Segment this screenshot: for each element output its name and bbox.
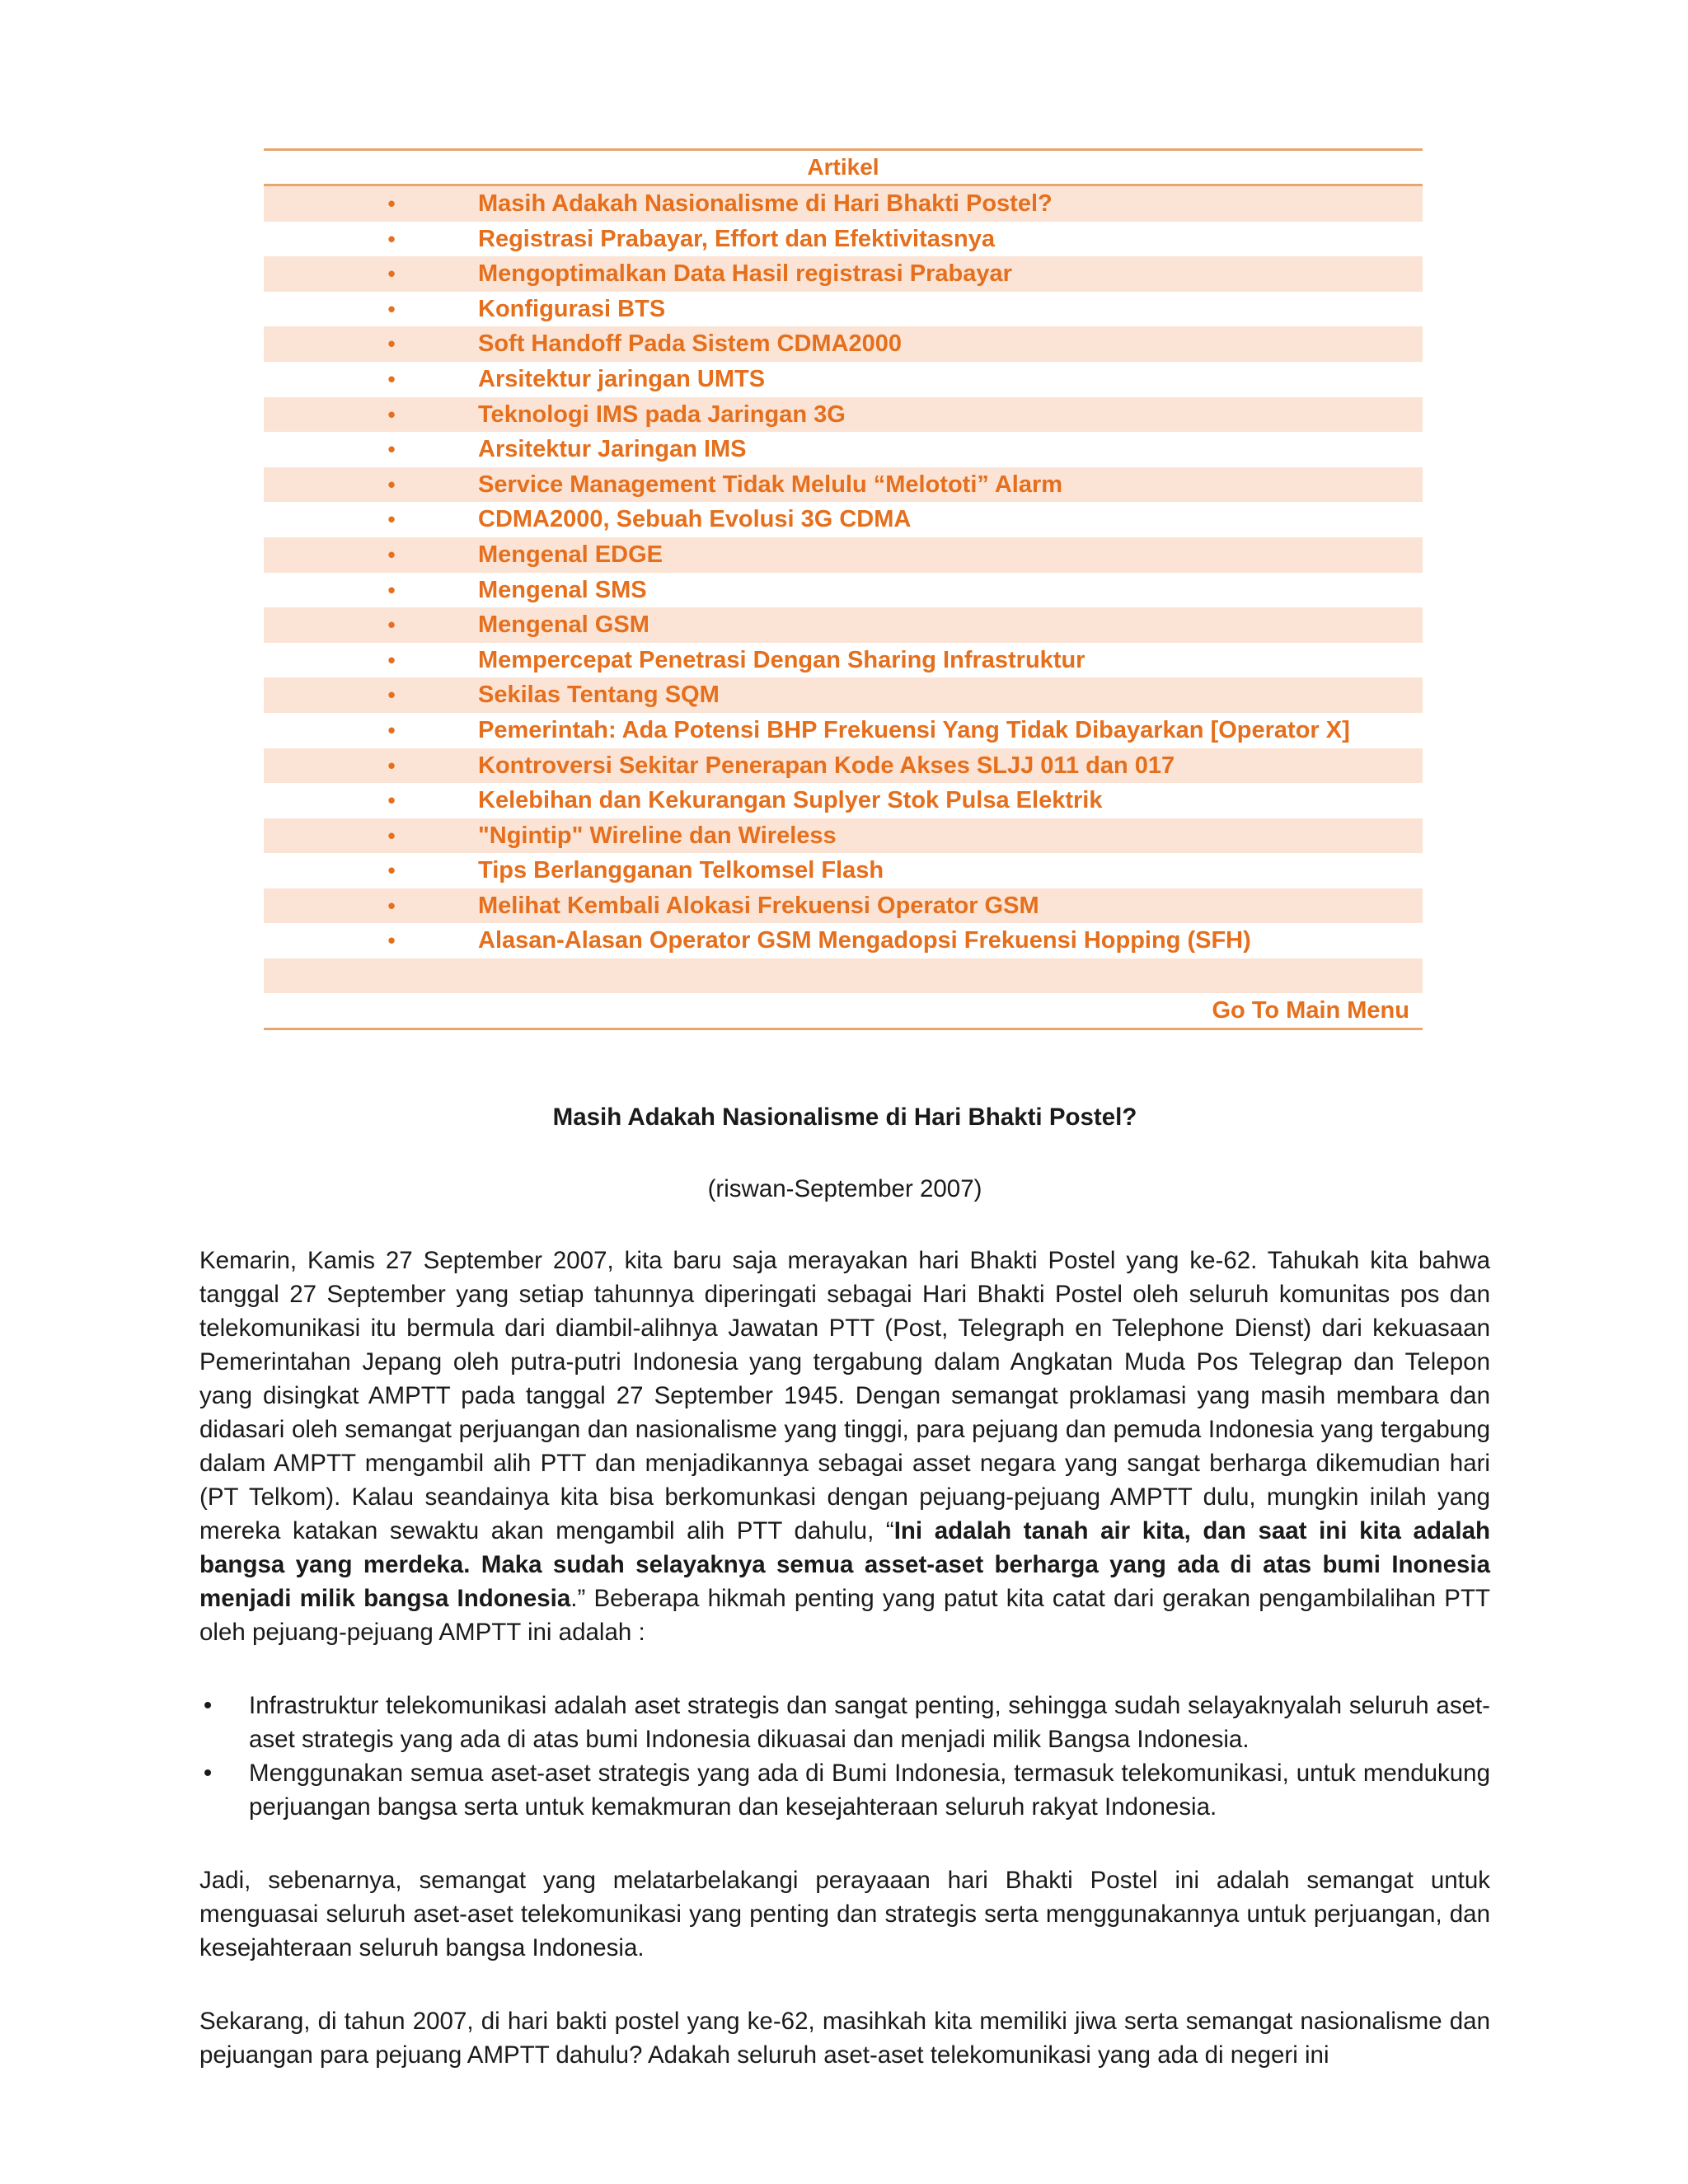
article-title: Masih Adakah Nasionalisme di Hari Bhakti Postel? <box>552 1104 1137 1131</box>
article-paragraph-3: Sekarang, di tahun 2007, di hari bakti postel yang ke-62, masihkah kita memiliki jiwa serta semangat nasionalisme dan pejuangan para pejuang AMPTT dahulu? Adakah seluruh aset-aset telekomunikasi yang ada di negeri ini <box>199 2008 1490 2069</box>
bullet-icon: • <box>387 541 396 567</box>
bullet-icon: • <box>387 226 396 251</box>
menu-item[interactable] <box>264 713 1423 748</box>
bullet-icon: • <box>203 1760 213 1787</box>
bullet-icon: • <box>387 191 396 216</box>
menu-item-link[interactable]: Soft Handoff Pada Sistem CDMA2000 <box>478 330 903 358</box>
menu-spacer-row <box>264 958 1423 993</box>
menu-item[interactable] <box>264 326 1423 362</box>
menu-item-link[interactable]: Tips Berlangganan Telkomsel Flash <box>478 857 884 884</box>
bullet-icon: • <box>387 296 396 321</box>
bullet-icon: • <box>387 682 396 708</box>
menu-item[interactable] <box>264 222 1423 257</box>
menu-item-link[interactable]: CDMA2000, Sebuah Evolusi 3G CDMA <box>478 506 912 533</box>
bullet-icon: • <box>387 261 396 287</box>
menu-item[interactable] <box>264 853 1423 888</box>
bold-quote: Ini adalah tanah air kita, dan saat ini kita adalah bangsa yang merdeka. Maka sudah selayaknya semua asset-aset berharga yang ada di atas bumi Inonesia menjadi milik bangsa Indonesia <box>199 1517 1490 1612</box>
bullet-icon: • <box>387 893 396 918</box>
bullet-icon: • <box>387 928 396 954</box>
bullet-item <box>199 1689 1490 1756</box>
bullet-icon: • <box>387 788 396 813</box>
menu-item[interactable] <box>264 432 1423 467</box>
menu-header: Artikel <box>264 151 1423 186</box>
menu-item-link[interactable]: Alasan-Alasan Operator GSM Mengadopsi Frekuensi Hopping (SFH) <box>478 927 1251 954</box>
bullet-icon: • <box>387 366 396 391</box>
menu-item[interactable] <box>264 256 1423 292</box>
menu-item-link[interactable]: Teknologi IMS pada Jaringan 3G <box>478 401 846 428</box>
bullet-icon: • <box>387 858 396 883</box>
article-body <box>199 1100 1490 2111</box>
menu-item[interactable] <box>264 397 1423 433</box>
menu-item[interactable] <box>264 362 1423 397</box>
menu-item-link[interactable]: Registrasi Prabayar, Effort dan Efektivitasnya <box>478 225 995 252</box>
menu-item-link[interactable]: Kelebihan dan Kekurangan Suplyer Stok Pulsa Elektrik <box>478 787 1103 814</box>
menu-item-link[interactable]: "Ngintip" Wireline dan Wireless <box>478 822 837 849</box>
menu-item[interactable] <box>264 888 1423 924</box>
bullet-icon: • <box>387 577 396 602</box>
bullet-icon: • <box>387 823 396 848</box>
main-menu-link-row <box>264 993 1423 1028</box>
menu-item[interactable] <box>264 502 1423 537</box>
paragraph-text: Kemarin, Kamis 27 September 2007, kita baru saja merayakan hari Bhakti Postel yang ke-62. Tahukah kita bahwa tanggal 27 September yang setiap tahunnya diperingati sebagai Hari Bhakti Postel oleh seluruh komunitas pos dan telekomunikasi itu bermula dari diambil-alihnya Jawatan PTT (Post, Telegraph en Telephone Dienst) dari kekuasaan Pemerintahan Jepang oleh putra-putri Indonesia yang tergabung dalam Angkatan Muda Pos Telegrap dan Telepon yang disingkat AMPTT pada tanggal 27 September 1945. Dengan semangat proklamasi yang masih membara dan didasari oleh semangat perjuangan dan nasionalisme yang tinggi, para pejuang dan pemuda Indonesia yang tergabung dalam AMPTT mengambil alih PTT dan menjadikannya sebagai asset negara yang sangat berharga dikemudian hari (PT Telkom). Kalau seandainya kita bisa berkomunkasi dengan pejuang-pejuang AMPTT dulu, mungkin inilah yang mereka katakan sewaktu akan mengambil alih PTT dahulu, “ <box>199 1247 1490 1544</box>
bullet-text: Menggunakan semua aset-aset strategis yang ada di Bumi Indonesia, termasuk telekomunikasi, untuk mendukung perjuangan bangsa serta untuk kemakmuran dan kesejahteraan seluruh rakyat Indonesia. <box>249 1760 1490 1821</box>
bullet-icon: • <box>387 507 396 532</box>
menu-item-link[interactable]: Melihat Kembali Alokasi Frekuensi Operator GSM <box>478 892 1039 919</box>
bullet-text: Infrastruktur telekomunikasi adalah aset strategis dan sangat penting, sehingga sudah selayaknyalah seluruh aset-aset strategis yang ada di atas bumi Indonesia dikuasai dan menjadi milik Bangsa Indonesia. <box>249 1692 1490 1753</box>
menu-item[interactable] <box>264 923 1423 958</box>
bullet-icon: • <box>387 401 396 427</box>
menu-item[interactable] <box>264 818 1423 854</box>
article-bullet-list <box>199 1689 1490 1824</box>
menu-item-link[interactable]: Mengenal EDGE <box>478 541 663 568</box>
article-menu <box>264 148 1423 1030</box>
bullet-icon: • <box>387 471 396 497</box>
menu-item[interactable] <box>264 467 1423 503</box>
menu-item[interactable] <box>264 783 1423 818</box>
menu-item-link[interactable]: Kontroversi Sekitar Penerapan Kode Akses SLJJ 011 dan 017 <box>478 752 1175 779</box>
menu-item-link[interactable]: Mengoptimalkan Data Hasil registrasi Prabayar <box>478 260 1012 288</box>
menu-item[interactable] <box>264 573 1423 608</box>
menu-item-link[interactable]: Arsitektur jaringan UMTS <box>478 365 766 392</box>
go-to-main-menu-link[interactable]: Go To Main Menu <box>1212 997 1409 1024</box>
menu-item-link[interactable]: Mempercepat Penetrasi Dengan Sharing Infrastruktur <box>478 646 1085 673</box>
menu-item-link[interactable]: Mengenal GSM <box>478 612 649 639</box>
bullet-icon: • <box>387 437 396 462</box>
paragraph-text: .” Beberapa hikmah penting yang patut kita catat dari gerakan pengambilalihan PTT oleh pejuang-pejuang AMPTT ini adalah : <box>199 1585 1490 1646</box>
menu-list <box>264 186 1423 993</box>
menu-item-link[interactable]: Arsitektur Jaringan IMS <box>478 436 747 463</box>
menu-item[interactable] <box>264 537 1423 573</box>
menu-item-link[interactable]: Mengenal SMS <box>478 576 647 603</box>
article-paragraph-1 <box>199 1244 1490 1649</box>
menu-item-link[interactable]: Pemerintah: Ada Potensi BHP Frekuensi Yang Tidak Dibayarkan [Operator X] <box>478 716 1350 743</box>
menu-item[interactable] <box>264 748 1423 784</box>
article-author: (riswan-September 2007) <box>707 1175 982 1202</box>
menu-item[interactable] <box>264 186 1423 222</box>
bullet-icon: • <box>387 331 396 357</box>
bullet-icon: • <box>387 717 396 743</box>
menu-item-link[interactable]: Service Management Tidak Melulu “Melototi” Alarm <box>478 471 1063 498</box>
menu-item[interactable] <box>264 643 1423 678</box>
bullet-item <box>199 1756 1490 1824</box>
menu-item[interactable] <box>264 292 1423 327</box>
bullet-icon: • <box>203 1692 213 1719</box>
menu-item-link[interactable]: Sekilas Tentang SQM <box>478 682 720 709</box>
bullet-icon: • <box>387 647 396 673</box>
bullet-icon: • <box>387 752 396 778</box>
bullet-icon: • <box>387 612 396 638</box>
article-paragraph-2: Jadi, sebenarnya, semangat yang melatarbelakangi perayaaan hari Bhakti Postel ini adalah semangat untuk menguasai seluruh aset-aset telekomunikasi yang penting dan strategis serta menggunakannya untuk perjuangan, dan kesejahteraan seluruh bangsa Indonesia. <box>199 1867 1490 1961</box>
menu-item-link[interactable]: Masih Adakah Nasionalisme di Hari Bhakti Postel? <box>478 190 1053 217</box>
menu-item-link[interactable]: Konfigurasi BTS <box>478 295 666 322</box>
menu-item[interactable] <box>264 607 1423 643</box>
menu-item[interactable] <box>264 677 1423 713</box>
